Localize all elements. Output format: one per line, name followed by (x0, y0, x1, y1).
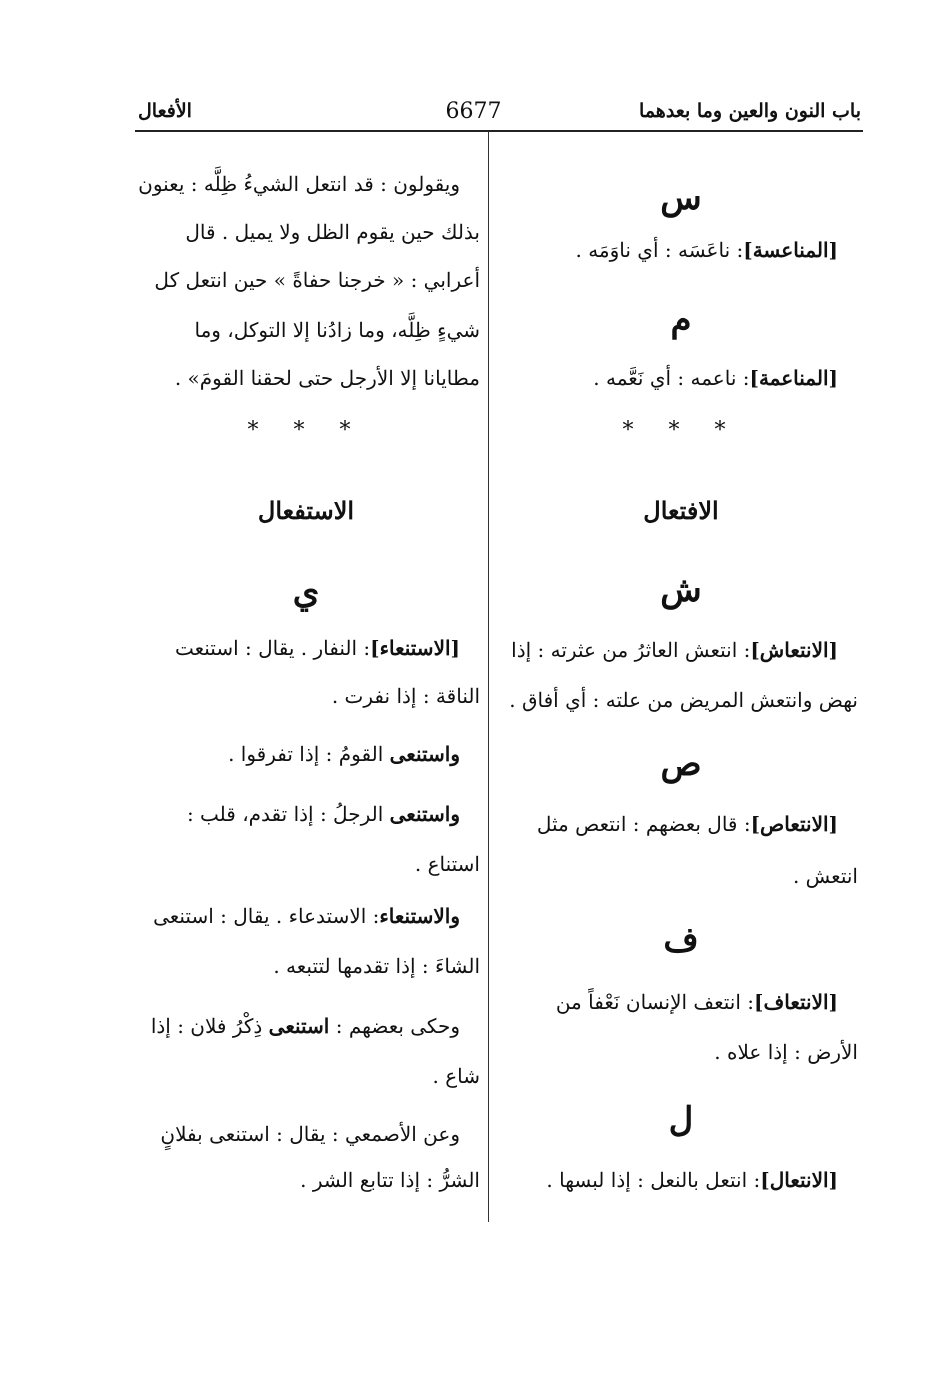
entry-head: [الاستنعاء] (370, 636, 460, 660)
entry-text: : انتعل بالنعل : إذا لبسها . (546, 1168, 761, 1192)
entry-line: استناع . (414, 852, 480, 876)
section-title: الافتعال (643, 496, 719, 525)
entry-text: ذِكْرُ فلان : إذا (150, 1014, 263, 1038)
entry-line: الناقة : إذا نفرت . (331, 684, 480, 708)
entry-line: انتعش . (792, 864, 858, 888)
entry-line: شاع . (432, 1064, 480, 1088)
header-rule (135, 130, 863, 132)
entry (187, 790, 460, 838)
text-line: أعرابي : « خرجنا حفاةً » حين انتعل كل (154, 268, 480, 292)
entry-text: الرجلُ : إذا تقدم، قلب : (186, 802, 384, 826)
entry-head: [الانتعاص] (750, 812, 838, 836)
entry-head: [المناعمة] (749, 366, 838, 390)
entry (175, 624, 460, 672)
entry-head: واستنعى (389, 802, 460, 826)
section-title: الاستفعال (257, 496, 355, 525)
entry-text: : ناعَسَه : أي ناوَمَه . (575, 238, 744, 262)
entry-head: واستنعى (389, 742, 460, 766)
entry (593, 354, 838, 402)
entry-text: : انتعف الإنسان نَعْفاً من (555, 990, 755, 1014)
entry-head: [المناعسة] (743, 238, 838, 262)
entry-text: : ناعمه : أي نَعَّمه . (593, 366, 750, 390)
letter-heading: ص (660, 744, 702, 784)
entry-head: [الانتعال] (760, 1168, 838, 1192)
page-number: 6677 (445, 99, 502, 124)
text-line: الشرُّ : إذا تتابع الشر . (300, 1168, 480, 1192)
entry (556, 978, 838, 1026)
entry (537, 800, 838, 848)
entry-head: [الانتعاف] (754, 990, 838, 1014)
entry (151, 1002, 460, 1050)
text-line: وعن الأصمعي : يقال : استنعى بفلانٍ (160, 1122, 460, 1146)
letter-heading: ف (663, 920, 699, 960)
entry-head: [الانتعاش] (750, 638, 838, 662)
text-line: مطايانا إلا الأرجل حتى لحقنا القومَ» . (174, 366, 480, 390)
entry-text: وحكى بعضهم : (335, 1014, 460, 1038)
entry-text: : قال بعضهم : انتعص مثل (536, 812, 751, 836)
letter-heading: م (670, 300, 692, 340)
entry (546, 1156, 838, 1204)
entry (228, 730, 460, 778)
section-separator: * * * (622, 418, 740, 443)
entry-text: : النفار . يقال : استنعت (174, 636, 371, 660)
entry (575, 226, 838, 274)
letter-heading: ش (660, 570, 702, 610)
entry-line: الأرض : إذا علاه . (714, 1040, 858, 1064)
column-divider (488, 132, 489, 1222)
entry-head: والاستنعاء (379, 904, 460, 928)
entry-text: القومُ : إذا تفرقوا . (228, 742, 384, 766)
section-separator: * * * (247, 418, 365, 443)
running-head-right: باب النون والعين وما بعدهما (639, 100, 861, 122)
entry-text: : الاستدعاء . يقال : استنعى (153, 904, 380, 928)
running-head-left: الأفعال (138, 100, 192, 122)
text-line: شيءٍ ظِلَّه، وما زادُنا إلا التوكل، وما (194, 318, 480, 342)
letter-heading: ل (668, 1100, 694, 1140)
entry (153, 892, 460, 940)
entry-text: : انتعش العاثرُ من عثرته : إذا (511, 638, 751, 662)
letter-heading: س (660, 178, 702, 218)
entry-head: استنعى (268, 1014, 330, 1038)
entry-line: نهض وانتعش المريض من علته : أي أفاق . (509, 688, 858, 712)
entry-line: الشاءَ : إذا تقدمها لتتبعه . (273, 954, 480, 978)
text-line: ويقولون : قد انتعل الشيءُ ظِلَّه : يعنون (138, 172, 460, 196)
text-line: بذلك حين يقوم الظل ولا يميل . قال (185, 220, 480, 244)
entry (511, 626, 838, 674)
letter-heading: ي (292, 572, 320, 612)
